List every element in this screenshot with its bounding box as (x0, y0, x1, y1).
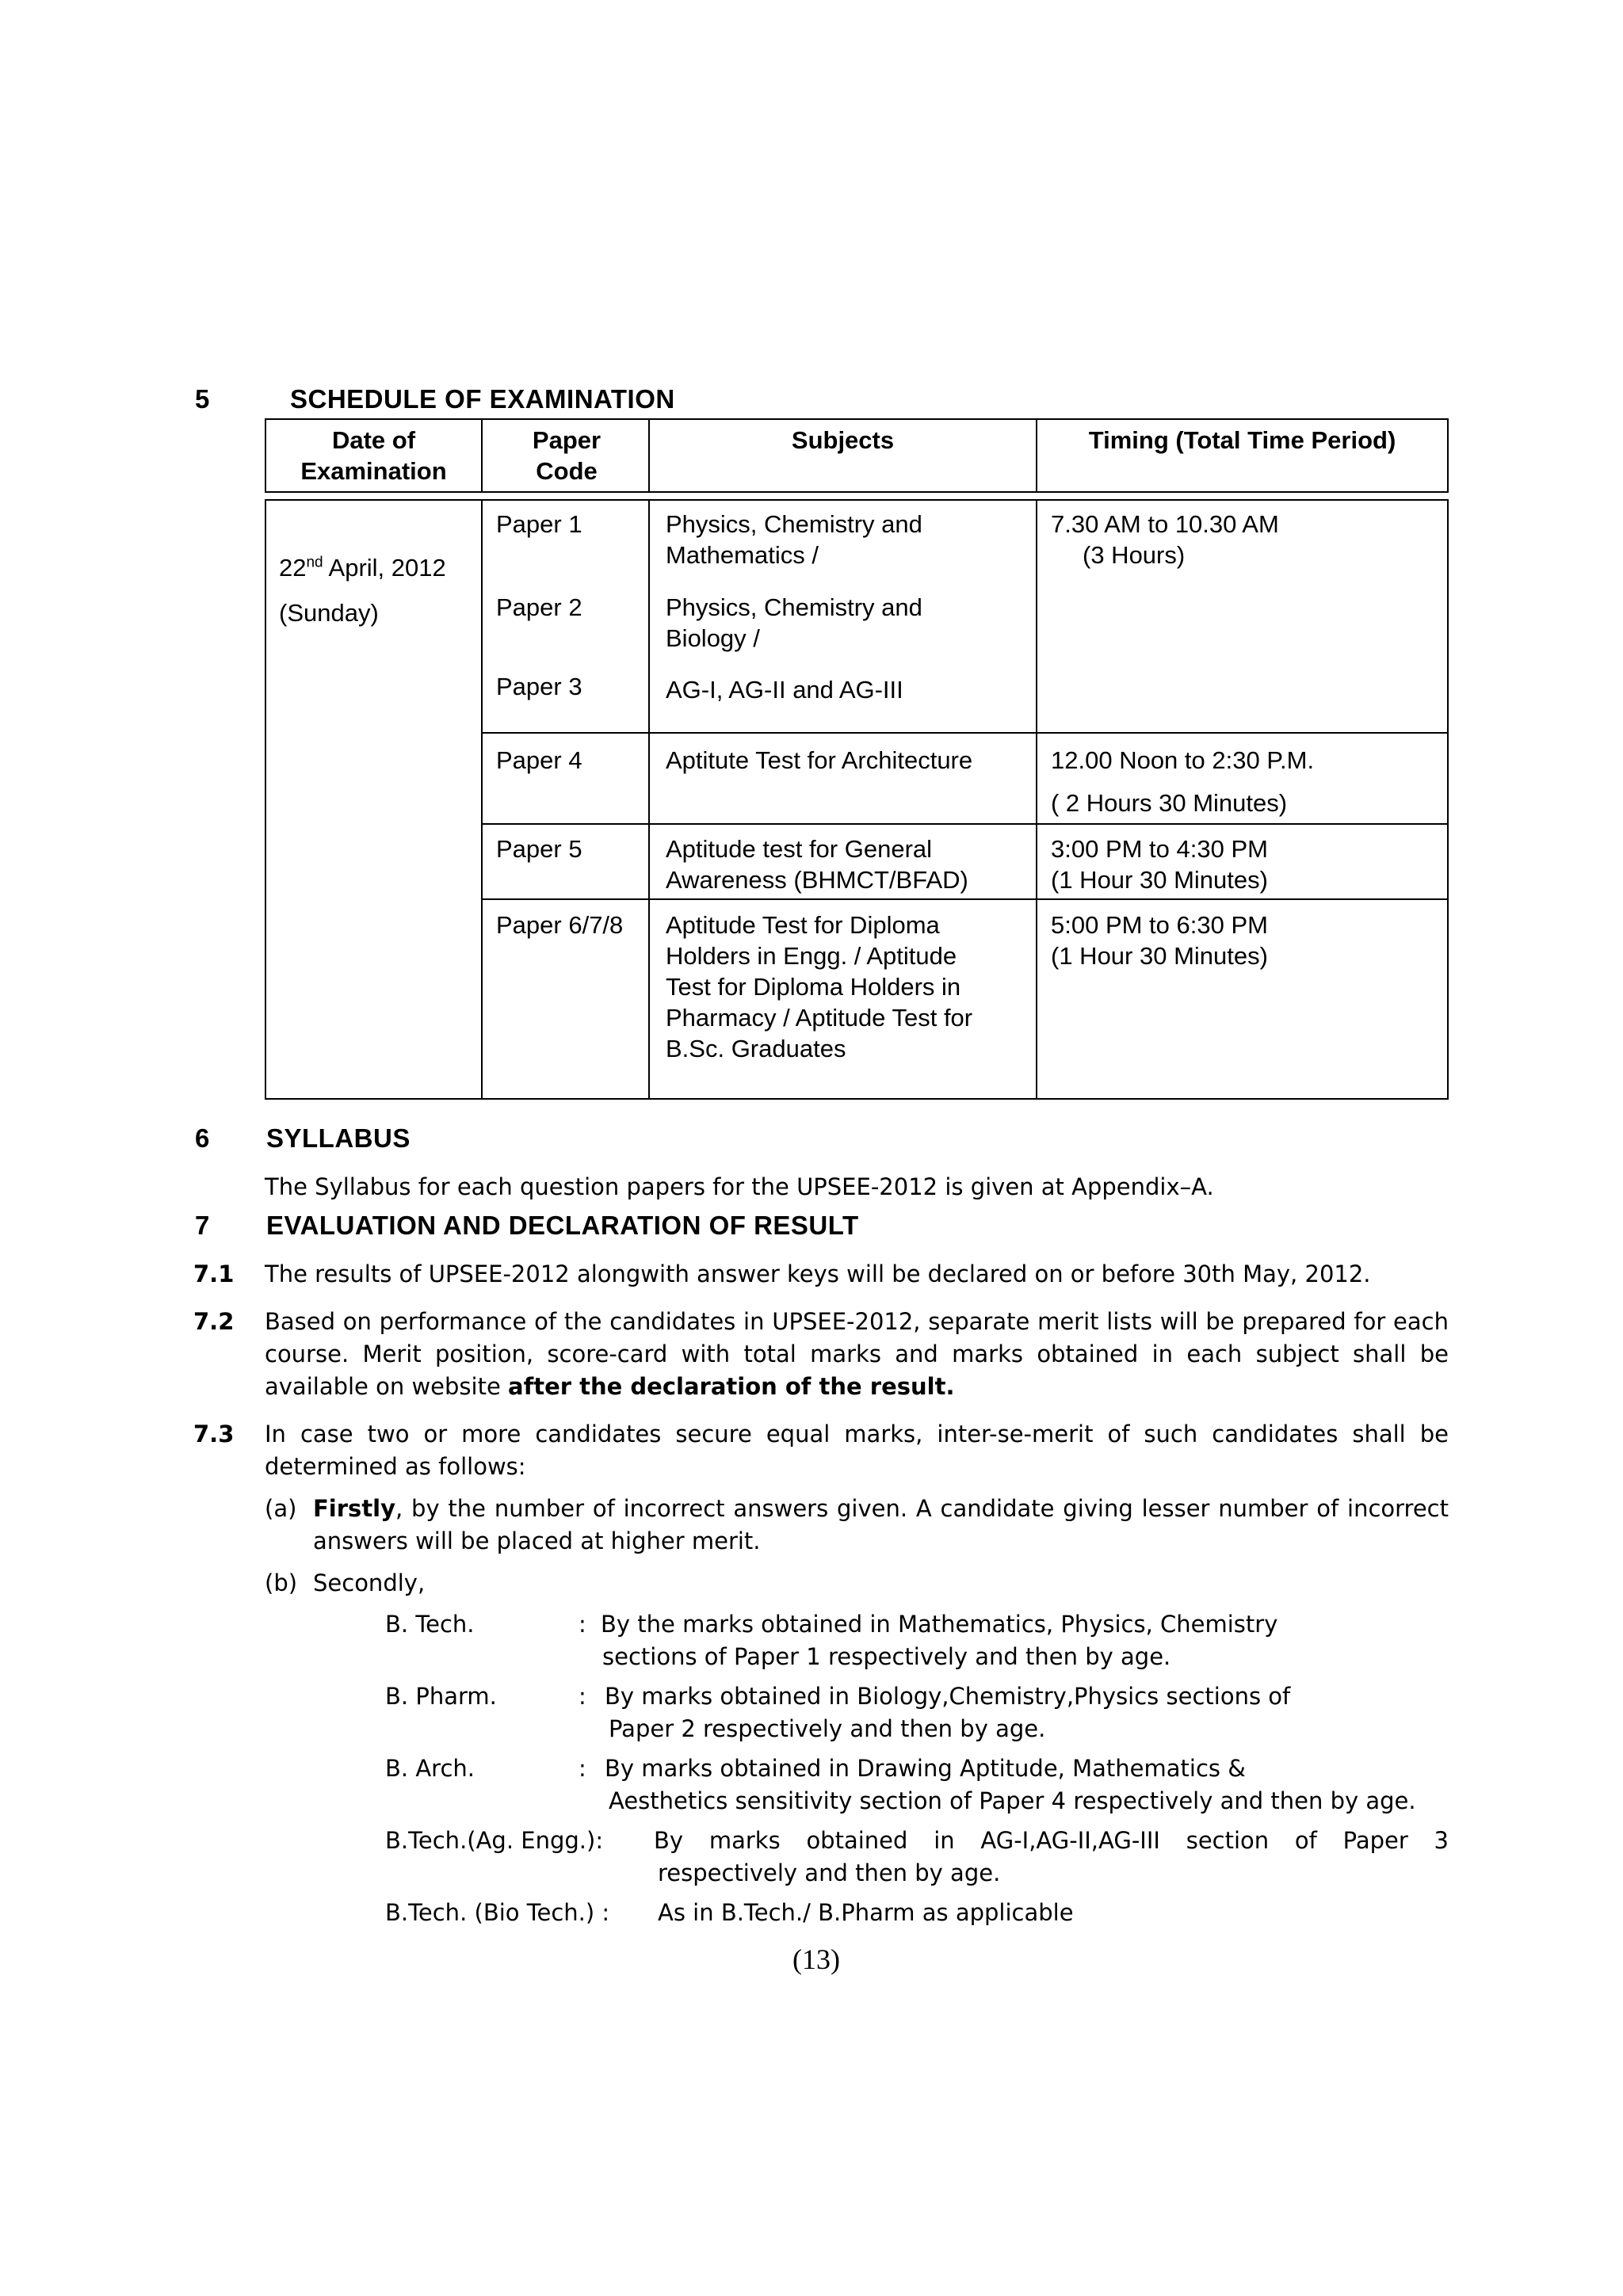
course-colon: : (579, 1755, 586, 1782)
item-b-text: Secondly, (313, 1569, 426, 1596)
course-name: B. Pharm. (385, 1683, 497, 1710)
course-rule: By the marks obtained in Mathematics, Physics, Chemistry (601, 1611, 1278, 1638)
syllabus-text: The Syllabus for each question papers for the UPSEE-2012 is given at Appendix–A. (265, 1173, 1214, 1200)
timing-duration: ( 2 Hours 30 Minutes) (1051, 789, 1288, 817)
subject: Aptitute Test for Architecture (666, 746, 973, 774)
timing-duration: (1 Hour 30 Minutes) (1051, 942, 1268, 970)
subject: Aptitude test for General Awareness (BHMCT/BFAD) (666, 835, 968, 894)
course-rule: By marks obtained in AG-I,AG-II,AG-III section of Paper 3 (654, 1827, 1449, 1854)
timing: 5:00 PM to 6:30 PM (1051, 911, 1268, 939)
paper-code: Paper 1 (496, 510, 582, 538)
paper-code: Paper 5 (496, 835, 582, 863)
paper-code: Paper 2 (496, 593, 582, 621)
timing: 12.00 Noon to 2:30 P.M. (1051, 746, 1315, 774)
timing-duration: (3 Hours) (1083, 541, 1186, 569)
course-colon: : (579, 1611, 586, 1638)
para-7-3-number: 7.3 (193, 1421, 235, 1447)
subject: Physics, Chemistry and Biology / (666, 593, 922, 652)
item-b-label: (b) (265, 1569, 298, 1596)
para-7-1: The results of UPSEE-2012 alongwith answer keys will be declared on or before 30th May, 2012. (265, 1261, 1371, 1287)
course-rule-cont: sections of Paper 1 respectively and then by age. (602, 1643, 1171, 1670)
course-name: B.Tech.(Ag. Engg.): (385, 1827, 604, 1854)
section-5-number: 5 (195, 384, 210, 414)
item-a-label: (a) (265, 1495, 297, 1522)
course-rule: By marks obtained in Biology,Chemistry,Physics sections of (605, 1683, 1291, 1710)
course-name: B. Arch. (385, 1755, 475, 1782)
paper-code: Paper 6/7/8 (496, 911, 624, 939)
item-a-text: Firstly, by the number of incorrect answers given. A candidate giving lesser number of incorrect answers will be placed at higher merit. (313, 1495, 1449, 1554)
section-6-title: SYLLABUS (266, 1123, 411, 1153)
course-rule-cont: Paper 2 respectively and then by age. (609, 1715, 1046, 1742)
course-rule: As in B.Tech./ B.Pharm as applicable (658, 1899, 1074, 1926)
course-rule-cont: Aesthetics sensitivity section of Paper 4 respectively and then by age. (609, 1787, 1416, 1814)
section-5-title: SCHEDULE OF EXAMINATION (290, 384, 675, 414)
course-colon: : (579, 1683, 586, 1710)
course-name: B. Tech. (385, 1611, 475, 1638)
timing-duration: (1 Hour 30 Minutes) (1051, 866, 1268, 894)
course-name: B.Tech. (Bio Tech.) : (385, 1899, 610, 1926)
header-paper-code: Paper Code (532, 426, 601, 485)
header-date: Date of Examination (300, 426, 447, 485)
subject: Physics, Chemistry and Mathematics / (666, 510, 922, 569)
header-subjects: Subjects (791, 426, 895, 454)
section-7-title: EVALUATION AND DECLARATION OF RESULT (266, 1211, 859, 1240)
page-number: (13) (792, 1943, 840, 1975)
para-7-1-number: 7.1 (193, 1261, 235, 1287)
section-6-number: 6 (195, 1123, 210, 1153)
subject: Aptitude Test for Diploma Holders in Engg. / Aptitude Test for Diploma Holders in Pharmacy / Aptitude Test for B.Sc. Graduates (666, 911, 973, 1062)
para-7-2: Based on performance of the candidates in UPSEE-2012, separate merit lists will be prepared for each course. Merit position, score-card with total marks and marks obtained in each subject shall be available on website after the declaration of the result. (265, 1308, 1449, 1400)
paper-code: Paper 4 (496, 746, 582, 774)
paper-code: Paper 3 (496, 673, 582, 700)
timing: 7.30 AM to 10.30 AM (1051, 510, 1279, 538)
para-7-2-number: 7.2 (193, 1308, 235, 1335)
course-rule-cont: respectively and then by age. (658, 1859, 1001, 1886)
para-7-3: In case two or more candidates secure equal marks, inter-se-merit of such candidates shall be determined as follows: (265, 1421, 1449, 1480)
timing: 3:00 PM to 4:30 PM (1051, 835, 1268, 863)
section-7-number: 7 (195, 1211, 210, 1240)
course-rule: By marks obtained in Drawing Aptitude, Mathematics & (605, 1755, 1246, 1782)
exam-weekday: (Sunday) (279, 599, 379, 627)
subject: AG-I, AG-II and AG-III (666, 676, 903, 704)
header-timing: Timing (Total Time Period) (1088, 426, 1396, 454)
exam-date: 22nd April, 2012 (279, 554, 446, 582)
